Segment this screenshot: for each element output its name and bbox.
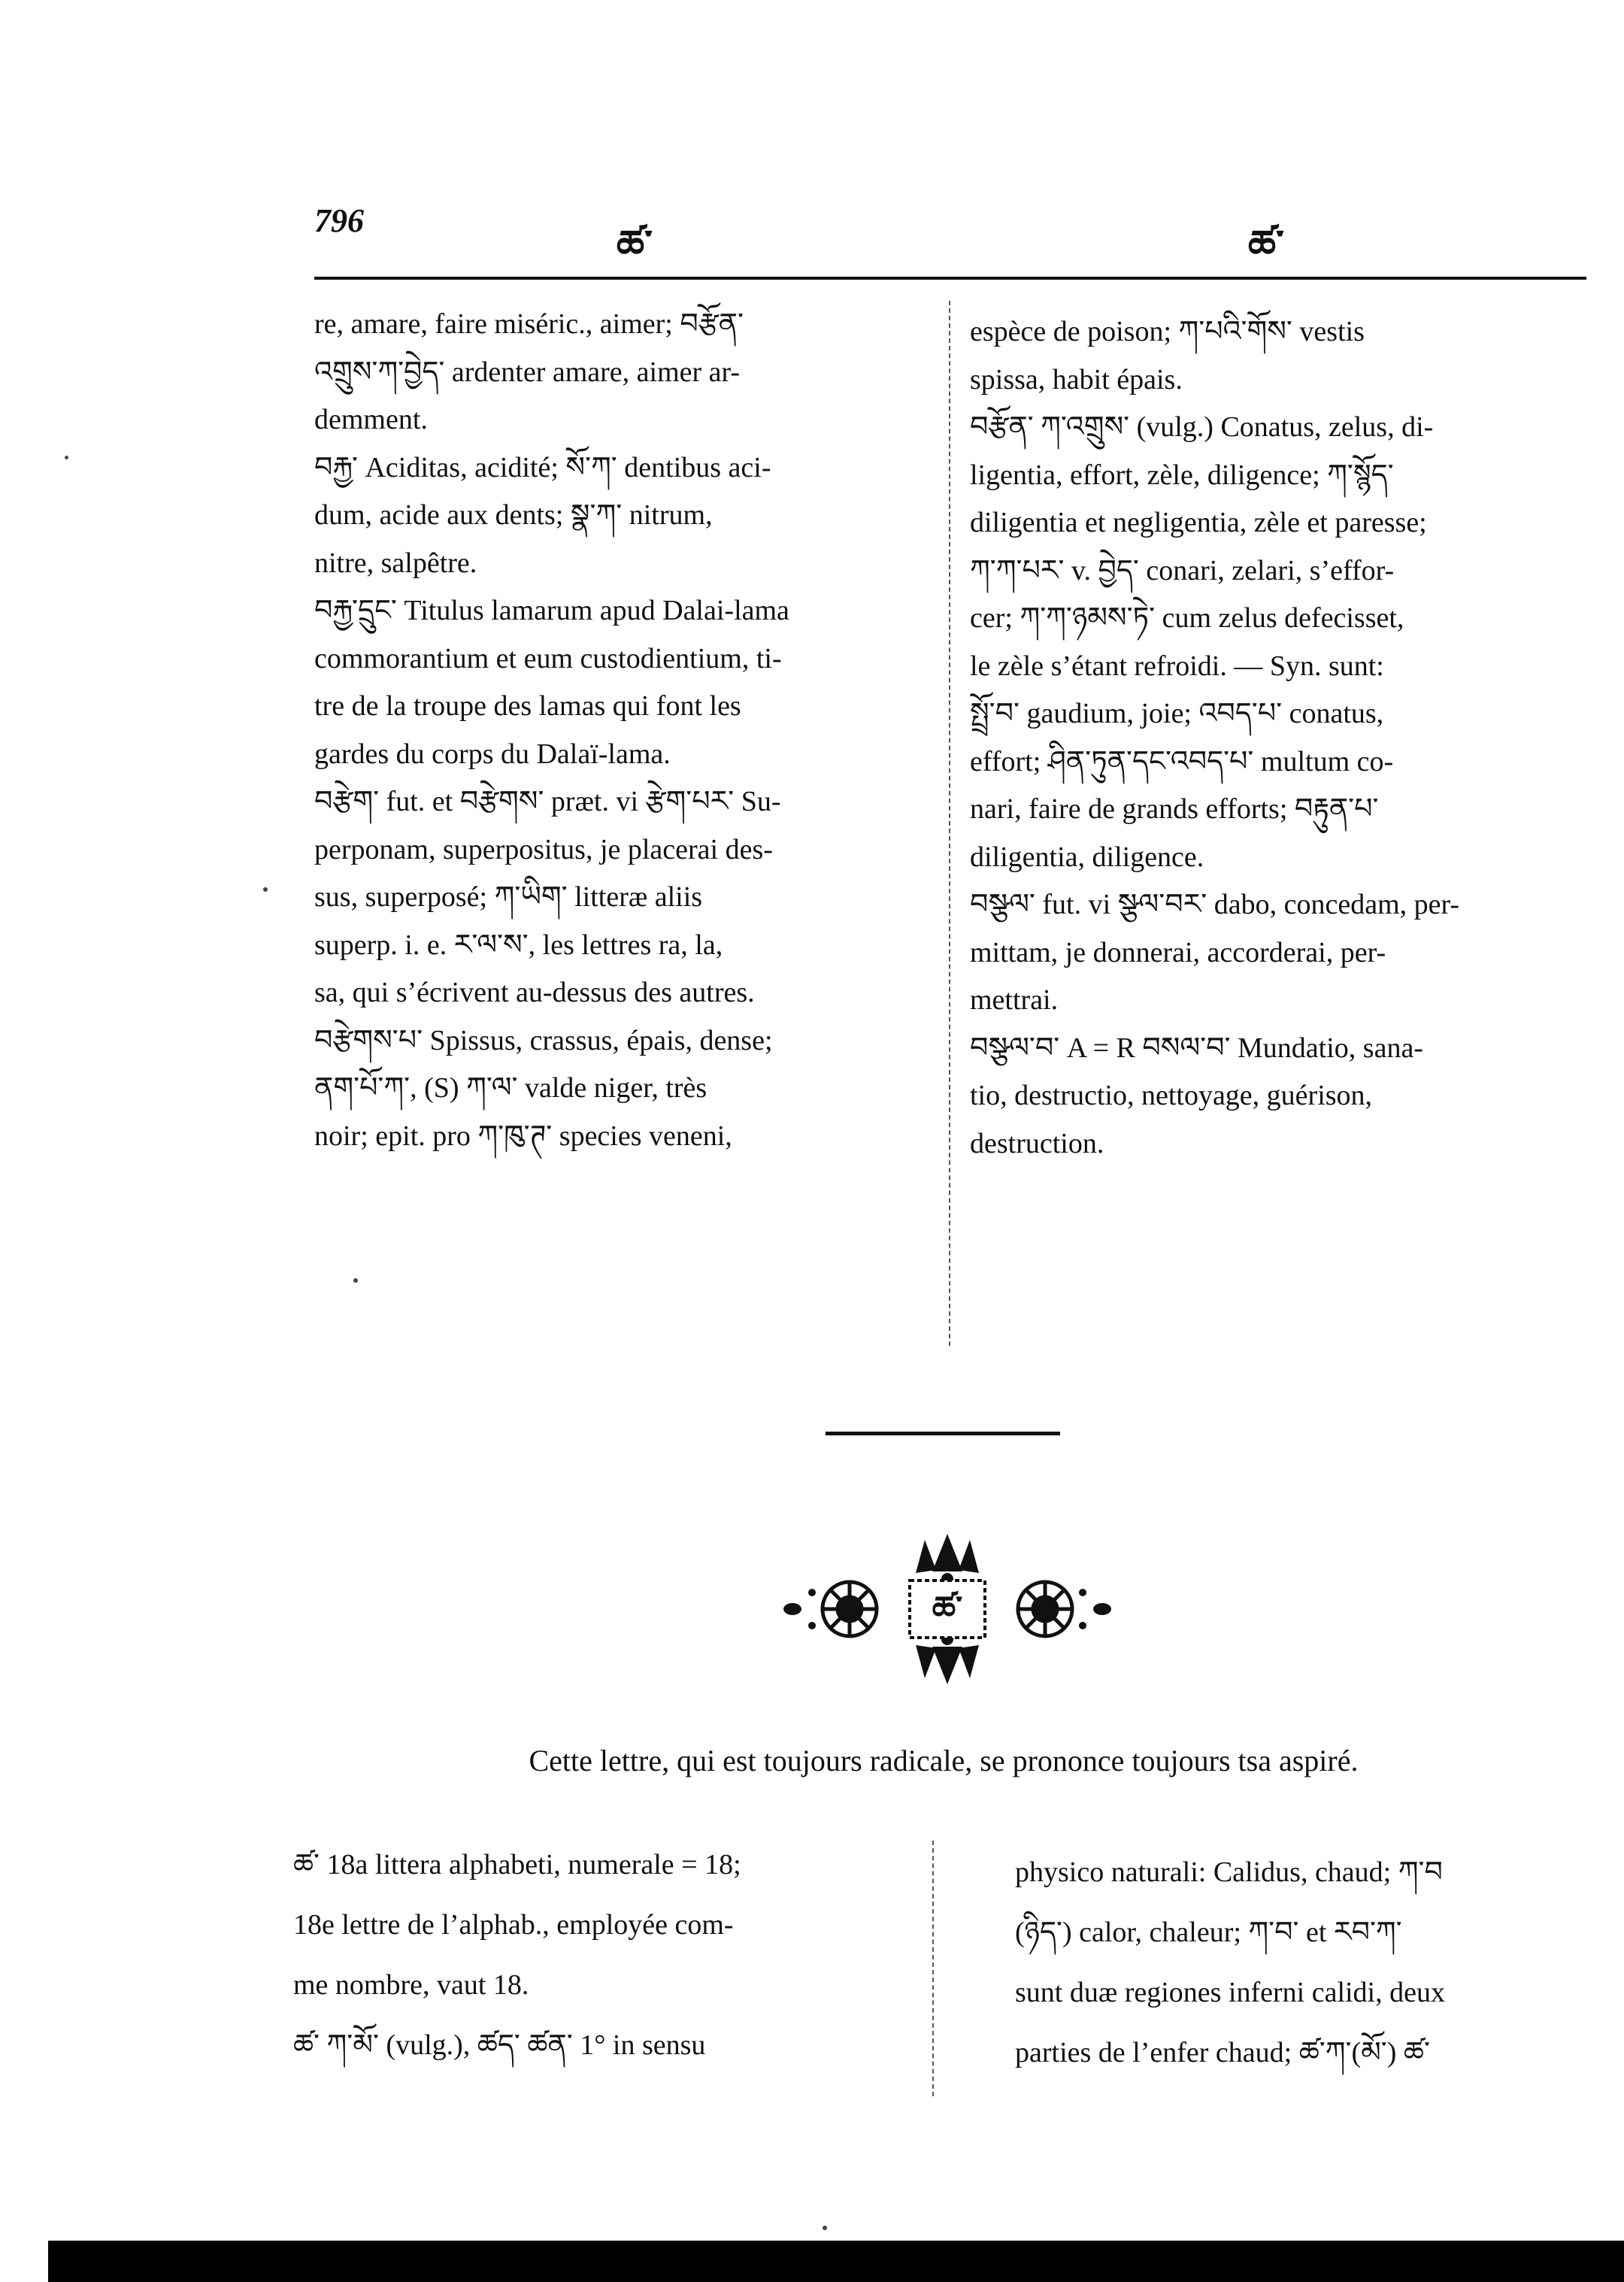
dictionary-line: parties de l’enfer chaud; ཚ་ཀ་(མོ་) ཚ་ xyxy=(1015,2037,1430,2068)
right-running-headword: ཚ་ xyxy=(1248,224,1284,267)
dictionary-line: (ཉིད་) calor, chaleur; ཀ་བ་ et རབ་ཀ་ xyxy=(1015,1917,1402,1948)
dictionary-line: tre de la troupe des lamas qui font les xyxy=(314,690,741,722)
dictionary-line: sa, qui s’écrivent au-dessus des autres. xyxy=(314,977,755,1008)
dictionary-line: noir; epit. pro ཀ་ཁུ་ཊ་ species veneni, xyxy=(314,1120,732,1152)
bottom-right-column xyxy=(1015,1842,1616,2083)
decorative-ornament xyxy=(782,1526,1113,1692)
dictionary-line: le zèle s’étant refroidi. — Syn. sunt: xyxy=(970,650,1384,682)
scan-bottom-border xyxy=(48,2241,1624,2282)
dictionary-line: demment. xyxy=(314,404,428,435)
dictionary-line: mittam, je donnerai, accorderai, per- xyxy=(970,936,1386,968)
dictionary-line: diligentia, diligence. xyxy=(970,841,1204,873)
scan-speck xyxy=(263,887,268,892)
section-rule xyxy=(826,1432,1060,1435)
bottom-left-column xyxy=(293,1835,917,2075)
dictionary-line: བརྩེག་ fut. et བརྩེགས་ præt. vi རྩེག་པར་ Su- xyxy=(314,786,781,817)
dictionary-line: nari, faire de grands efforts; བརྟུན་པ་ xyxy=(970,793,1379,825)
dictionary-line: 18e lettre de l’alphab., employée com- xyxy=(293,1909,734,1941)
dictionary-line: འགྲུས་ཀ་བྱེད་ ardenter amare, aimer ar- xyxy=(314,356,741,388)
dictionary-line: བརྐྱ་ Aciditas, acidité; སོ་ཀ་ dentibus aci- xyxy=(314,451,771,483)
dictionary-line: tio, destructio, nettoyage, guérison, xyxy=(970,1080,1373,1111)
dictionary-line: effort; ཤིན་ཏུན་དང་འབད་པ་ multum co- xyxy=(970,745,1394,777)
left-running-headword: ཚ་ xyxy=(617,224,653,267)
scan-speck xyxy=(823,2226,827,2230)
dictionary-line: ཚ་ ཀ་མོ་ (vulg.), ཚད་ ཚན་ 1° in sensu xyxy=(293,2029,706,2061)
dictionary-line: espèce de poison; ཀ་པའི་གོས་ vestis xyxy=(970,316,1365,347)
section-intro: Cette lettre, qui est toujours radicale, se prononce toujours tsa aspiré. xyxy=(529,1744,1359,1777)
dictionary-line: བརྐྱ་དྲུང་ Titulus lamarum apud Dalai-lama xyxy=(314,595,789,626)
dictionary-line: ཚ་ 18a littera alphabeti, numerale = 18; xyxy=(293,1849,741,1880)
column-divider xyxy=(949,301,950,1346)
dictionary-line: dum, acide aux dents; སྣ་ཀ་ nitrum, xyxy=(314,499,713,531)
dictionary-line: re, amare, faire miséric., aimer; བརྩོན་ xyxy=(314,308,744,340)
dictionary-line: ཀ་ཀ་པར་ v. བྱེད་ conari, zelari, s’effor- xyxy=(970,554,1395,586)
dictionary-line: perponam, superpositus, je placerai des- xyxy=(314,833,773,865)
dictionary-line: gardes du corps du Dalaï-lama. xyxy=(314,738,671,770)
right-column xyxy=(970,308,1586,1168)
dictionary-line: སྤྲོ་བ་ gaudium, joie; འབད་པ་ conatus, xyxy=(970,698,1384,729)
ornament-center-letter: ཚ་ xyxy=(932,1590,963,1628)
dictionary-line: བསྩལ་བ་ A = R བསལ་བ་ Mundatio, sana- xyxy=(970,1032,1423,1064)
bottom-column-divider xyxy=(932,1841,934,2096)
dictionary-line: ནག་པོ་ཀ་, (S) ཀ་ལ་ valde niger, très xyxy=(314,1072,707,1104)
dictionary-line: sus, superposé; ཀ་ཡིག་ litteræ aliis xyxy=(314,881,703,913)
ornament-left-rosette xyxy=(823,1582,877,1636)
dictionary-line: mettrai. xyxy=(970,984,1059,1016)
dictionary-line: བསྩལ་ fut. vi སྩལ་བར་ dabo, concedam, per- xyxy=(970,889,1460,920)
dictionary-line: spissa, habit épais. xyxy=(970,363,1183,395)
dictionary-line: བརྩོན་ ཀ་འགྲུས་ (vulg.) Conatus, zelus, di- xyxy=(970,411,1434,443)
ornament-right-rosette xyxy=(1018,1582,1072,1636)
scan-speck xyxy=(65,456,68,459)
header-rule xyxy=(314,277,1586,280)
dictionary-line: diligentia et negligentia, zèle et paresse; xyxy=(970,507,1427,538)
dictionary-line: sunt duæ regiones inferni calidi, deux xyxy=(1015,1977,1445,2008)
dictionary-line: cer; ཀ་ཀ་ཉམས་ཏེ་ cum zelus defecisset, xyxy=(970,602,1404,634)
dictionary-line: commorantium et eum custodientium, ti- xyxy=(314,642,782,674)
dictionary-line: བརྩེགས་པ་ Spissus, crassus, épais, dense; xyxy=(314,1024,773,1056)
dictionary-line: ligentia, effort, zèle, diligence; ཀ་སྙོད་ xyxy=(970,459,1394,491)
dictionary-line: destruction. xyxy=(970,1127,1104,1159)
dictionary-line: nitre, salpêtre. xyxy=(314,547,477,579)
ornament-top-fan xyxy=(916,1534,979,1585)
dictionary-line: me nombre, vaut 18. xyxy=(293,1969,529,2001)
ornament-bottom-fan xyxy=(916,1633,979,1684)
scan-speck xyxy=(353,1278,358,1283)
left-column xyxy=(314,301,938,1160)
dictionary-line: superp. i. e. ར་ལ་ས་, les lettres ra, la, xyxy=(314,929,723,961)
dictionary-line: physico naturali: Calidus, chaud; ཀ་བ xyxy=(1015,1856,1443,1888)
page-number: 796 xyxy=(314,202,364,239)
